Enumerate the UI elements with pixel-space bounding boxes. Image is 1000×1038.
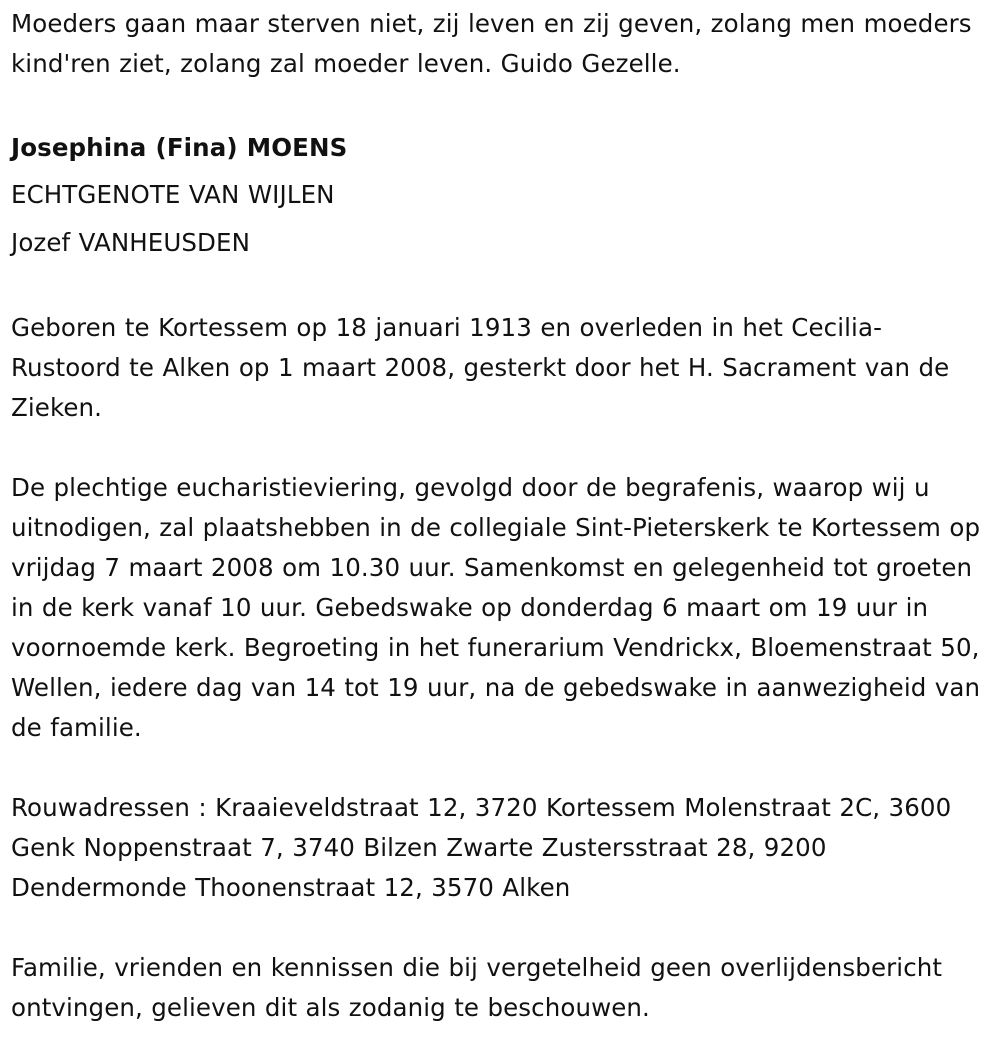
addresses-paragraph: Rouwadressen : Kraaieveldstraat 12, 3720 Kortessem Molenstraat 2C, 3600 Genk Noppenstraat 7, 3740 Bilzen Zwarte Zustersstraat 28, 9200 Dendermonde Thoonenstraat 12, 3570 Alken bbox=[11, 793, 952, 902]
closing-paragraph: Familie, vrienden en kennissen die bij vergetelheid geen overlijdensbericht ontvingen, gelieven dit als zodanig te beschouwen. bbox=[11, 953, 943, 1022]
ceremony-paragraph: De plechtige eucharistieviering, gevolgd door de begrafenis, waarop wij u uitnodigen, zal plaatshebben in de collegiale Sint-Pieterskerk te Kortessem op vrijdag 7 maart 2008 om 10.30 uur. Samenkomst en gelegenheid tot groeten in de kerk vanaf 10 uur. Gebedswake op donderdag 6 maart om 19 uur in voornoemde kerk. Begroeting in het funerarium Vendrickx, Bloemenstraat 50, Wellen, iedere dag van 14 tot 19 uur, na de gebedswake in aanwezigheid van de familie. bbox=[11, 473, 981, 742]
spacer bbox=[11, 267, 986, 308]
poem-quote: Moeders gaan maar sterven niet, zij leven en zij geven, zolang men moeders kind'ren ziet, zolang zal moeder leven. Guido Gezelle. bbox=[11, 9, 972, 78]
deceased-name: Josephina (Fina) MOENS bbox=[11, 133, 348, 162]
spacer bbox=[11, 908, 986, 948]
obituary-text bbox=[11, 4, 986, 1028]
spacer bbox=[11, 748, 986, 788]
relation-line: ECHTGENOTE VAN WIJLEN bbox=[11, 180, 335, 209]
spacer bbox=[11, 84, 986, 124]
birth-death-paragraph: Geboren te Kortessem op 18 januari 1913 en overleden in het Cecilia-Rustoord te Alken op 1 maart 2008, gesterkt door het H. Sacrament van de Zieken. bbox=[11, 313, 950, 422]
spacer bbox=[11, 428, 986, 468]
spouse-name: Jozef VANHEUSDEN bbox=[11, 228, 251, 257]
